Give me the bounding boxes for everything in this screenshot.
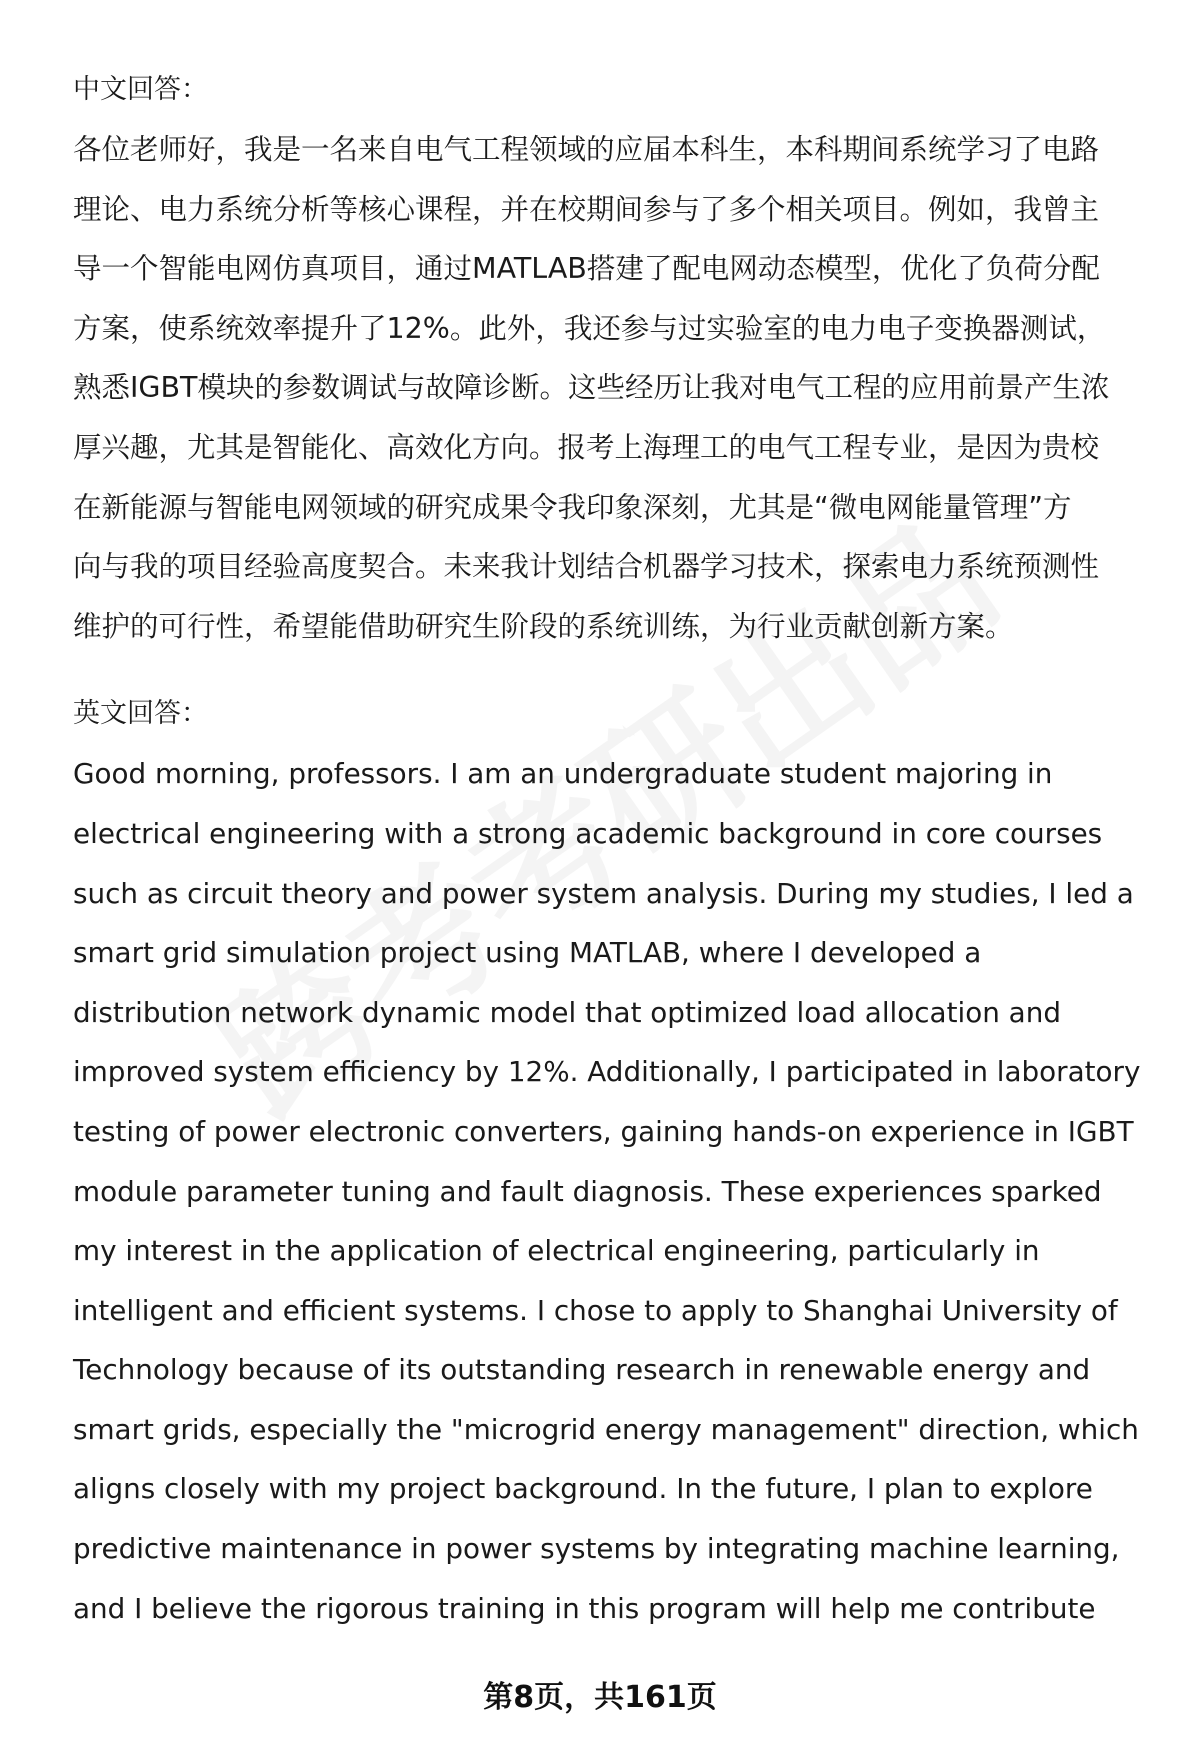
- en-answer-paragraph: [73, 744, 1163, 1638]
- en-answer-heading: 英文回答：: [73, 698, 208, 730]
- cn-line: 厚兴趣，尤其是智能化、高效化方向。报考上海理工的电气工程专业，是因为贵校: [73, 430, 1100, 464]
- page-number: 第8页，共161页: [483, 1680, 717, 1715]
- cn-answer-heading: 中文回答：: [73, 74, 208, 105]
- en-line: and I believe the rigorous training in this program will help me contribute: [73, 1591, 1096, 1625]
- en-line: my interest in the application of electrical engineering, particularly in: [73, 1234, 1040, 1268]
- section-spacer: [73, 656, 1163, 684]
- en-line: smart grids, especially the "microgrid energy management" direction, which: [73, 1412, 1139, 1446]
- en-line: distribution network dynamic model that optimized load allocation and: [73, 995, 1061, 1029]
- en-line: Technology because of its outstanding research in renewable energy and: [73, 1353, 1091, 1387]
- en-line: electrical engineering with a strong academic background in core courses: [73, 816, 1103, 850]
- cn-line: 导一个智能电网仿真项目，通过MATLAB搭建了配电网动态模型，优化了负荷分配: [73, 252, 1100, 286]
- en-line: predictive maintenance in power systems by integrating machine learning,: [73, 1532, 1120, 1566]
- cn-answer-paragraph: [73, 120, 1163, 656]
- en-line: such as circuit theory and power system analysis. During my studies, I led a: [73, 876, 1134, 910]
- cn-line: 向与我的项目经验高度契合。未来我计划结合机器学习技术，探索电力系统预测性: [73, 550, 1100, 584]
- cn-line: 理论、电力系统分析等核心课程，并在校期间参与了多个相关项目。例如，我曾主: [73, 192, 1100, 226]
- cn-line: 在新能源与智能电网领域的研究成果令我印象深刻，尤其是“微电网能量管理”方: [73, 490, 1072, 524]
- document-page: [73, 60, 1163, 1638]
- cn-line: 维护的可行性，希望能借助研究生阶段的系统训练，为行业贡献创新方案。: [73, 609, 1014, 643]
- en-line: intelligent and efficient systems. I chose to apply to Shanghai University of: [73, 1293, 1118, 1327]
- cn-line: 熟悉IGBT模块的参数调试与故障诊断。这些经历让我对电气工程的应用前景产生浓: [73, 371, 1110, 405]
- en-line: aligns closely with my project background. In the future, I plan to explore: [73, 1472, 1093, 1506]
- en-line: improved system efficiency by 12%. Additionally, I participated in laboratory: [73, 1055, 1141, 1089]
- en-line: Good morning, professors. I am an undergraduate student majoring in: [73, 757, 1053, 791]
- cn-line: 方案，使系统效率提升了12%。此外，我还参与过实验室的电力电子变换器测试，: [73, 311, 1106, 345]
- en-line: module parameter tuning and fault diagnosis. These experiences sparked: [73, 1174, 1102, 1208]
- en-line: testing of power electronic converters, gaining hands-on experience in IGBT: [73, 1114, 1134, 1148]
- en-line: smart grid simulation project using MATLAB, where I developed a: [73, 936, 982, 970]
- cn-line: 各位老师好，我是一名来自电气工程领域的应届本科生，本科期间系统学习了电路: [73, 133, 1100, 166]
